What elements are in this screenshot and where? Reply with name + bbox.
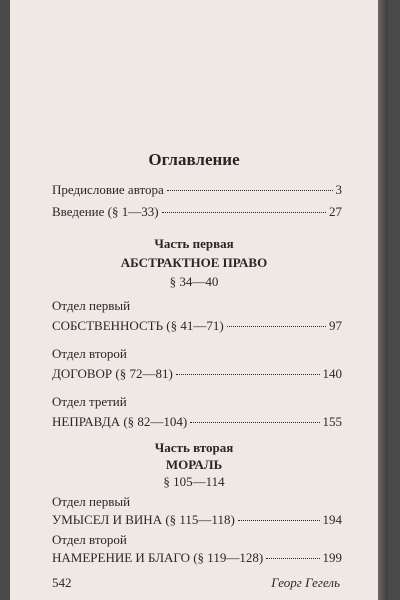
part-range: § 105—114 (163, 474, 225, 489)
part-title: АБСТРАКТНОЕ ПРАВО (120, 255, 268, 270)
toc-entry-title: УМЫСЕЛ И ВИНА (§ 115—118) (52, 512, 235, 527)
toc-heading: Оглавление (148, 150, 240, 169)
division-label: Отдел первый (52, 494, 131, 509)
toc-entry-page: 155 (322, 414, 342, 429)
book-page (10, 0, 378, 600)
toc-entry (52, 550, 342, 566)
part-title: МОРАЛЬ (165, 457, 223, 472)
leader-dots (162, 212, 326, 213)
toc-entry-page: 199 (322, 550, 342, 565)
toc-entry-title: СОБСТВЕННОСТЬ (§ 41—71) (52, 318, 224, 333)
division-label: Отдел первый (52, 298, 131, 313)
division-label: Отдел второй (52, 532, 127, 547)
part-range: § 34—40 (169, 274, 219, 289)
leader-dots (227, 326, 326, 327)
toc-entry (52, 366, 342, 382)
toc-entry-page: 3 (335, 182, 342, 197)
toc-entry-title: Предисловие автора (52, 182, 164, 197)
toc-entry (52, 414, 342, 430)
toc-entry (52, 182, 342, 198)
toc-entry-title: НАМЕРЕНИЕ И БЛАГО (§ 119—128) (52, 550, 264, 565)
leader-dots (238, 520, 320, 521)
part-label: Часть вторая (154, 440, 234, 455)
toc-entry-page: 140 (322, 366, 342, 381)
division-label: Отдел третий (52, 394, 127, 409)
part-label: Часть первая (154, 236, 234, 251)
toc-entry-title: Введение (§ 1—33) (52, 204, 159, 219)
running-author: Георг Гегель (271, 575, 340, 590)
toc-entry-page: 97 (329, 318, 342, 333)
toc-entry (52, 318, 342, 334)
division-label: Отдел второй (52, 346, 127, 361)
leader-dots (176, 374, 320, 375)
toc-entry (52, 512, 342, 528)
toc-entry (52, 204, 342, 220)
leader-dots (266, 558, 319, 559)
toc-entry-page: 194 (322, 512, 342, 527)
leader-dots (167, 190, 333, 191)
toc-entry-title: НЕПРАВДА (§ 82—104) (52, 414, 188, 429)
toc-entry-page: 27 (329, 204, 342, 219)
toc-entry-title: ДОГОВОР (§ 72—81) (52, 366, 173, 381)
leader-dots (190, 422, 319, 423)
page-number: 542 (52, 575, 72, 590)
